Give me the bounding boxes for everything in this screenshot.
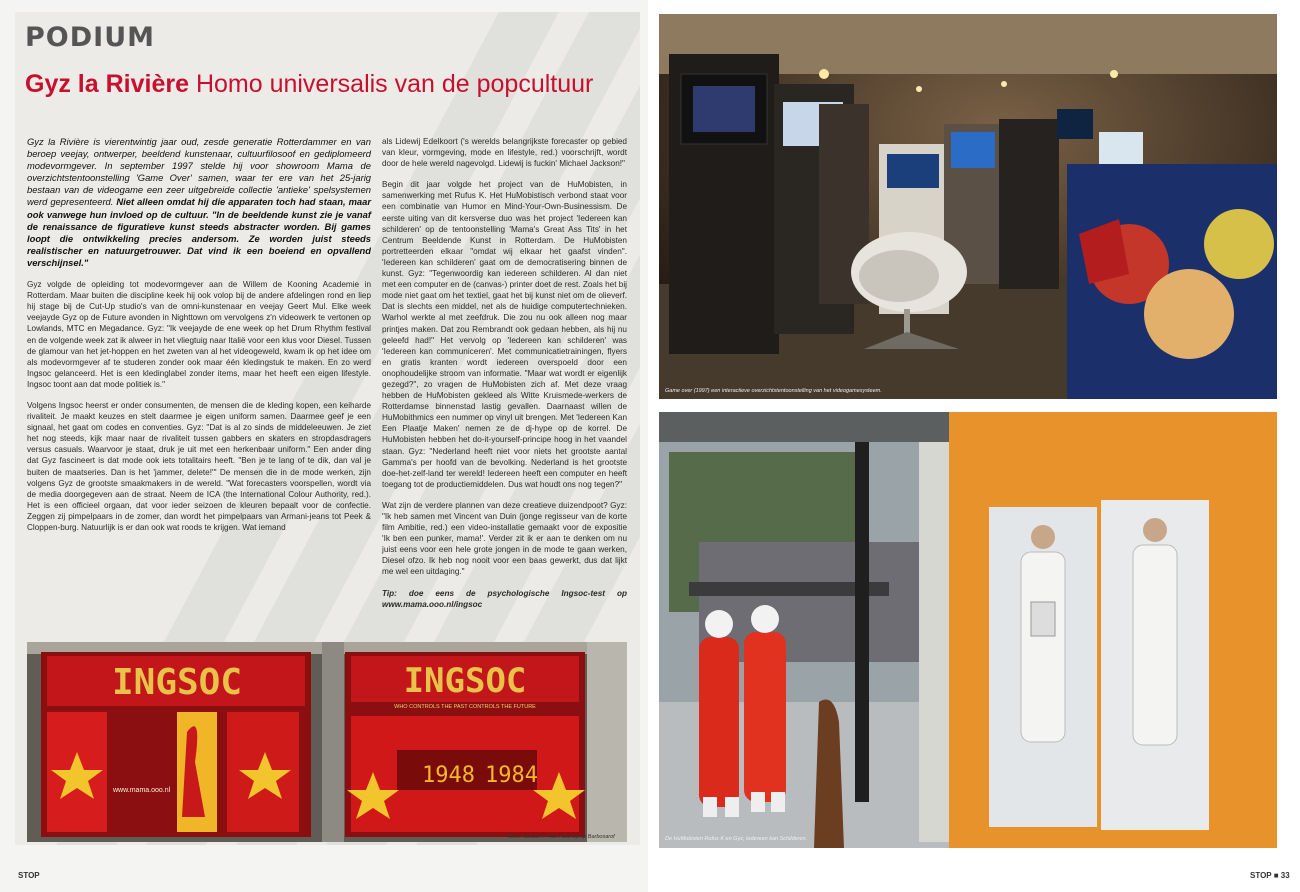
year-left: 1948 <box>422 763 475 788</box>
window-caption: De HuMobisten Rufus K en Gyz, Iedereen kan Schilderen. <box>665 836 808 842</box>
left-page <box>0 0 648 892</box>
right-page <box>648 0 1300 892</box>
banner-text: WHO CONTROLS THE PAST CONTROLS THE FUTURE <box>394 704 536 710</box>
sign-right-text: INGSOC <box>403 661 527 701</box>
tip-line: Tip: doe eens de psychologische Ingsoc-test op www.mama.ooo.nl/ingsoc <box>382 588 627 609</box>
sign-left-text: INGSOC <box>111 662 243 703</box>
headline-subtitle: Homo universalis van de popcultuur <box>195 70 594 98</box>
headline <box>25 70 625 99</box>
body-paragraph: Gyz volgde de opleiding tot modevormgever aan de Willem de Kooning Academie in Rotterdam. Maar buiten die discipline keek hij ook volop bij de andere afdelingen rond en liep hij stage bij de Cut-Up studio's van de omni-kunstenaar en veejay Geert Mul. Elke week veejayde Gyz op de Future avonden in Nighttown om vervolgens z'n videowerk te vertonen op Lowlands, MTC en Megadance. Gyz: "Ik veejayde de ene week op het Drum Rhythm festival en de volgende week zat ik alweer in het vliegtuig naar Italië voor een klus voor Diesel. Tussen de glamour van het jet-hoppen en het zweten van al het videogeweld, kwam ik op het idee om als modevormgever af te studeren zonder ook maar één kledingstuk te maken. En zo werd Ingsoc gelanceerd. Het is een kledinglabel zonder items, maar het heeft een eigen lifestyle. Ingsoc toont aan dat mode politiek is." <box>27 280 371 389</box>
folio-left: STOP <box>18 871 40 880</box>
intro-paragraph <box>27 136 371 269</box>
text-credit: Tekst: Sander F. Van Hest Syrup Barbosarof <box>507 834 615 840</box>
ingsoc-storefront-illustration <box>27 642 627 842</box>
intro-bold: Niet alleen omdat hij die apparaten toch had staan, maar ook vanwege hun invloed op de cultuur. "In de beeldende kunst zie je vanaf de renaissance de figuratieve kunst steeds abstracter worden. Bij games loopt die ontwikkeling precies andersom. Ze worden juist steeds realistischer en natuurgetrouwer. Dat vind ik een boeiend en opvallend verschijnsel." <box>27 196 371 268</box>
arcade-illustration <box>659 14 1277 399</box>
headline-name: Gyz la Rivière <box>25 70 189 98</box>
window-illustration <box>659 412 1277 848</box>
section-label: PODIUM <box>25 22 155 53</box>
year-right: 1984 <box>485 763 538 788</box>
intro-normal: Gyz la Rivière is vierentwintig jaar oud, zesde generatie Rotterdammer en van beroep veejay, ontwerper, beeldend kunstenaar, cultuurfilosoof en gediplomeerd modevormgever. In september 1997 stelde hij voor showroom Mama de overzichtstentoonstelling 'Game Over' samen, waar ter ere van het 25-jarig bestaan van de videogame een zeer uitgebreide collectie 'antieke' spelsystemen werd gepresenteerd. <box>27 136 371 208</box>
body-paragraph: Wat zijn de verdere plannen van deze creatieve duizendpoot? Gyz: "Ik heb samen met Vincent van Duin (jonge regisseur van de korte film Ambitie, red.) een video-installatie gemaakt voor de expositie 'Ik ben een punker, mama!'. Verder zit ik er aan te denken om nu juist eens voor een hele grote jongen in de mode te gaan werken, Diesel ofzo. Ik heb nog nooit voor een baas gewerkt, dus dat lijkt me wel een uitdaging." <box>382 500 627 577</box>
humobisten-window-photo <box>659 412 1277 848</box>
folio-right: STOP ■ 33 <box>1250 871 1290 880</box>
column-1 <box>27 136 371 543</box>
column-2 <box>382 136 627 610</box>
arcade-caption: Game over (1997) een interactieve overzichtstentoonstelling van het videogamesysteem. <box>665 388 882 394</box>
ingsoc-storefront-photo <box>27 642 627 842</box>
body-paragraph: Volgens Ingsoc heerst er onder consumenten, de mensen die de kleding kopen, een keiharde rivaliteit. Je maakt keuzes en stelt daarmee je eigen uniform samen. Daarmee geef je een signaal, het gaat om codes en conventies. Gyz: "Dat is al zo sinds de middeleeuwen. Je ziet het nog steeds, kijk maar naar de rivaliteit tussen gabbers en skaters en stropdasdragers versus casuals. Waarvoor je staat, druk je uit met een herkenbaar uniform." Een ander ding dat Gyz fascineert is dat mode ook iets totalitairs heeft. "Ben je te lang of te dik, dan val je buiten de maatseries. Dan is het 'jammer, delete!'" De mensen die in de mode werken, zijn volgens Gyz de grootste smaakmakers in de wereld. "Wat forecasters voorspellen, wordt via de media doorgegeven aan de straat. Neem de ICA (the International Colour Authority, red.). Het is een officieel orgaan, dat voor ieder seizoen de kleuren bepaalt voor de confectie. Zeggen zij pimpelpaars in de zomer, dan wordt het pimpelpaars van Armani-jeans tot Peek & Cloppen-burg. Natuurlijk is er dan ook wat roods te krijgen. Wat iemand <box>27 400 371 532</box>
arcade-exhibition-photo <box>659 14 1277 399</box>
body-paragraph: Begin dit jaar volgde het project van de HuMobisten, in samenwerking met Rufus K. Het HuMobistisch verbond staat voor een combinatie van Humor en Mind-Your-Own-Businessism. De eerste uiting van dit kersverse duo was het project 'Iedereen kan schilderen' op de tentoonstelling 'Mama's Great Ass Tits' in het Centrum Beeldende Kunst in Rotterdam. De HuMobisten portretteerden elkaar "omdat wij elkaar het gaafst vinden". 'Iedereen kan schilderen' gaat om de democratisering binnen de kunst. Gyz: "Tegenwoordig kan iedereen schilderen. Al dan niet met een computer en de (canvas-) printer doet de rest. Zoals het bij mode niet gaat om het textiel, gaat het bij kunst niet om de olieverf. Dat is slechts een middel, net als de huidige computertechnieken. Warhol werkte al met zeefdruk. Die zou nu ook alleen nog maar printjes maken. Dat zou Rembrandt ook gedaan hebben, als hij nu geleefd had!" Het vervolg op 'Iedereen kan schilderen' was 'Iedereen kan communiceren'. Met communicatietrainingen, flyers en gratis kranten wordt iedereen overspoeld door een onophoudelijke stroom van informatie. "Maar wat wordt er eigenlijk gezegd?", zo vragen de HuMobisten zich af. Met deze vraag hebben de HuMobisten gekleed als Witte Kruismede-werkers de Rotterdamse binnenstad lastig gevallen. Daarnaast willen de HuMobithmics een nummer op vinyl uit brengen. Met 'Iedereen Kan Een Plaatje Maken' nemen ze de dj-hype op de korrel. De HuMobisten hebben het do-it-yourself-principe hoog in het vaandel staan. Gyz: "Nederland heeft niet voor niets het grootste aantal Gamma's per hoofd van de bevolking. Nederland is het grootste doe-het-zelf-land ter wereld! Iedereen heeft een computer en heeft toegang tot de productiemiddelen. Dus wat houdt ons nog tegen?" <box>382 180 627 489</box>
storefront-url: www.mama.ooo.nl <box>113 787 171 794</box>
body-paragraph: als Lidewij Edelkoort ('s werelds belangrijkste forecaster op gebied van kleur, vormgeving, mode en lifestyle, red.) voorschrijft, wordt door de hele wereld nagevolgd. Lidewij is fuckin' Michael Jackson!" <box>382 137 627 169</box>
article <box>15 12 640 845</box>
